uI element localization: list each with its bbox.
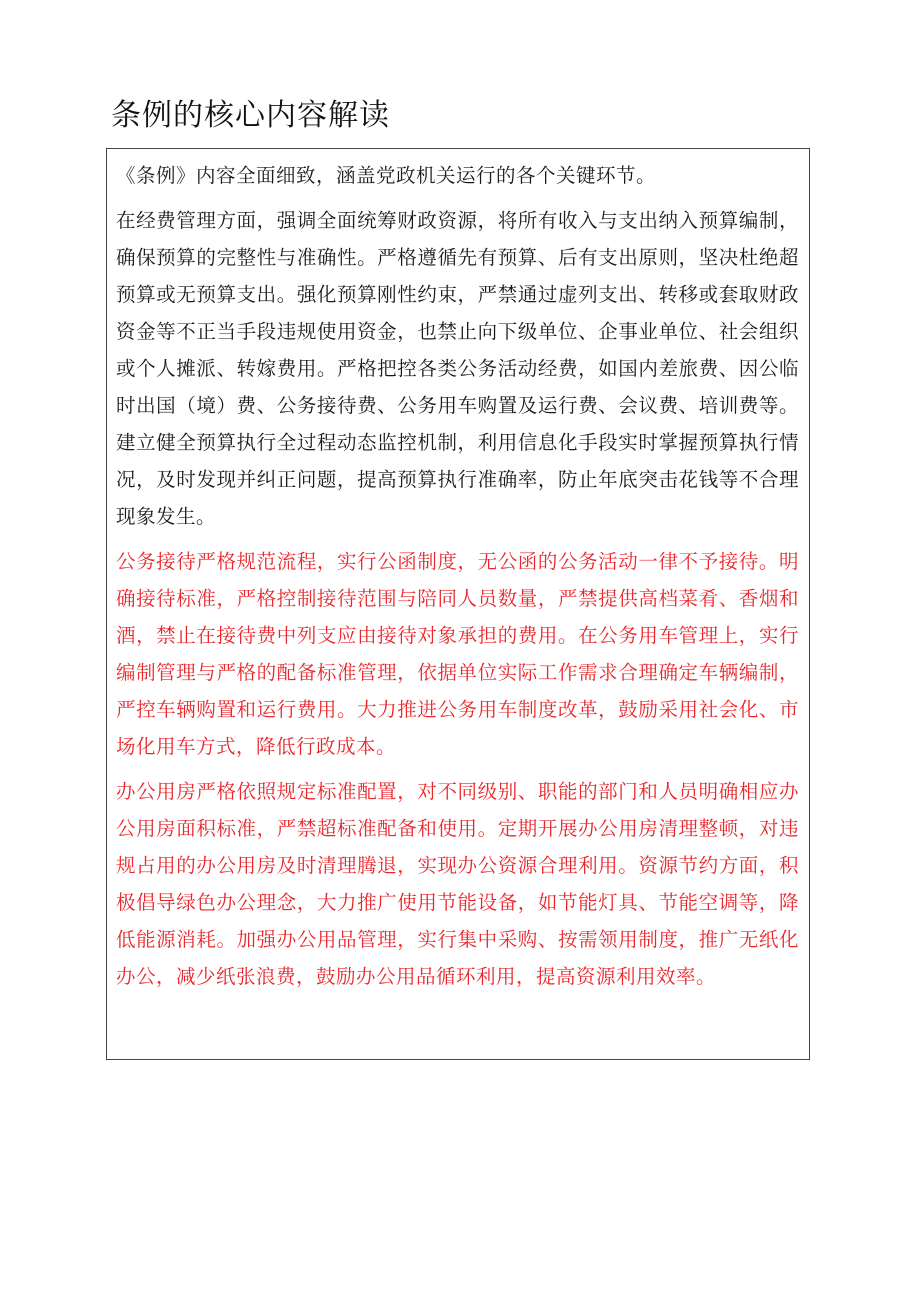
content-box — [106, 148, 810, 1060]
paragraph-reception-and-vehicles: 公务接待严格规范流程，实行公函制度，无公函的公务活动一律不予接待。明确接待标准，严格控制接待范围与陪同人员数量，严禁提供高档菜肴、香烟和酒，禁止在接待费中列支应由接待对象承担的费用。在公务用车管理上，实行编制管理与严格的配备标准管理，依据单位实际工作需求合理确定车辆编制，严控车辆购置和运行费用。大力推进公务用车制度改革，鼓励采用社会化、市场化用车方式，降低行政成本。 — [116, 550, 799, 758]
paragraph-funding-management: 在经费管理方面，强调全面统筹财政资源，将所有收入与支出纳入预算编制，确保预算的完整性与准确性。严格遵循先有预算、后有支出原则，坚决杜绝超预算或无预算支出。强化预算刚性约束，严禁通过虚列支出、转移或套取财政资金等不正当手段违规使用资金，也禁止向下级单位、企事业单位、社会组织或个人摊派、转嫁费用。严格把控各类公务活动经费，如国内差旅费、因公临时出国（境）费、公务接待费、公务用车购置及运行费、会议费、培训费等。建立健全预算执行全过程动态监控机制，利用信息化手段实时掌握预算执行情况，及时发现并纠正问题，提高预算执行准确率，防止年底突击花钱等不合理现象发生。 — [116, 209, 799, 528]
paragraph-office-and-resources: 办公用房严格依照规定标准配置，对不同级别、职能的部门和人员明确相应办公用房面积标准，严禁超标准配备和使用。定期开展办公用房清理整顿，对违规占用的办公用房及时清理腾退，实现办公资源合理利用。资源节约方面，积极倡导绿色办公理念，大力推广使用节能设备，如节能灯具、节能空调等，降低能源消耗。加强办公用品管理，实行集中采购、按需领用制度，推广无纸化办公，减少纸张浪费，鼓励办公用品循环利用，提高资源利用效率。 — [116, 780, 799, 988]
paragraph-intro: 《条例》内容全面细致，涵盖党政机关运行的各个关键环节。 — [116, 164, 657, 187]
document-title: 条例的核心内容解读 — [111, 98, 390, 133]
